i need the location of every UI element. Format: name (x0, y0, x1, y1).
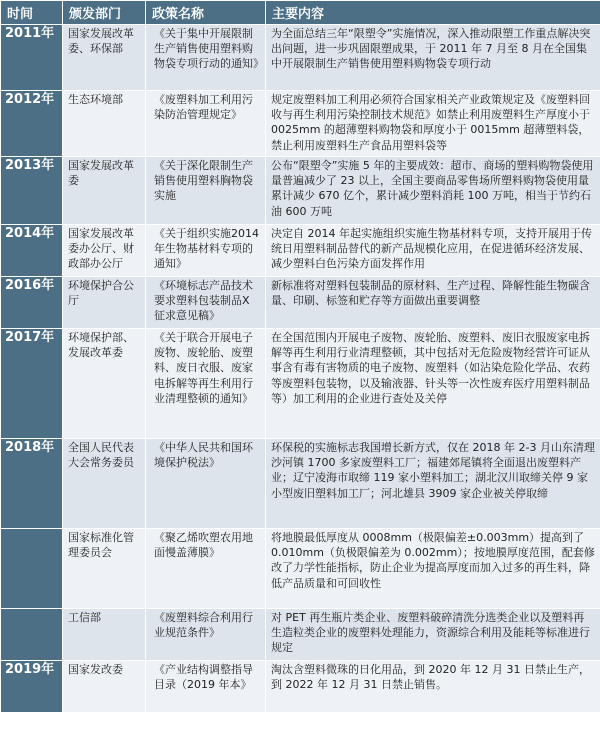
row-policy: 《中华人民共和国环境保护税法》 (146, 439, 266, 529)
table-row (1, 439, 600, 529)
row-year: 2019年 (1, 661, 63, 713)
header-content: 主要内容 (266, 1, 600, 25)
table-row (1, 529, 600, 609)
header-time: 时间 (1, 1, 63, 25)
row-content: 环保税的实施标志我国增长新方式，仅在 2018 年 2-3 月山东清理沙河镇 1700 多家废塑料工厂；福建郊尾镇将全面退出废塑料产业；辽宁凌海市取缔 119 家小塑料加工；湖北汉川取缔关停 9 家小型废旧塑料加工厂；河北雄县 3909 家企业被关停取缔 (266, 439, 600, 529)
row-content: 淘汰含塑料微珠的日化用品，到 2020 年 12 月 31 日禁止生产，到 2022 年 12 月 31 日禁止销售。 (266, 661, 600, 713)
row-policy: 《关于深化限制生产销售使用塑料胸物袋实施 (146, 157, 266, 225)
row-dept: 国家发展改革委办公厅、财政部办公厅 (63, 225, 146, 277)
row-year: 2011年 (1, 25, 63, 91)
table-header-row (1, 1, 600, 25)
row-dept: 国家发展改革委、环保部 (63, 25, 146, 91)
table-row (1, 25, 600, 91)
row-content: 新标准将对塑料包装制品的原材料、生产过程、降解性能生物碳含量、印刷、标签和贮存等方面做出重要调整 (266, 277, 600, 329)
table-row (1, 277, 600, 329)
row-policy: 《聚乙烯吹塑农用地面慢盖薄膜》 (146, 529, 266, 609)
row-year: 2017年 (1, 329, 63, 439)
row-content: 公布“限塑令”实施 5 年的主要成效：超市、商场的塑料购物袋使用量普遍减少了 23 以上，全国主要商品零售场所塑料购物袋使用量累计减少 670 亿个，累计减少塑料消耗 100 万吨，相当于节约石油 600 万吨 (266, 157, 600, 225)
row-policy: 《关于集中开展限制生产销售使用塑料购物袋专项行动的通知》 (146, 25, 266, 91)
row-dept: 国家发改委 (63, 661, 146, 713)
row-policy: 《废塑料加工利用污染防治管理规定》 (146, 91, 266, 157)
row-policy: 《环境标志产品技术要求塑料包装制品X征求意见稿》 (146, 277, 266, 329)
row-policy: 《产业结构调整指导目录（2019 年本》 (146, 661, 266, 713)
table-row (1, 329, 600, 439)
header-policy: 政策名称 (146, 1, 266, 25)
row-content: 在全国范围内开展电子废物、废轮胎、废塑料、废旧衣服废家电拆解等再生利用行业清理整顿，其中包括对无危险废物经营许可证从事含有毒有害物质的电子废物、废塑料（如沾染危险化学品、农药等废塑料包装物，以及输液器、针头等一次性废弃医疗用塑料制品等）加工利用的企业进行查处及关停 (266, 329, 600, 439)
table-row (1, 609, 600, 661)
row-year (1, 529, 63, 609)
row-year: 2016年 (1, 277, 63, 329)
table-row (1, 225, 600, 277)
table-row (1, 157, 600, 225)
row-content: 规定废塑料加工利用必须符合国家相关产业政策规定及《废塑料回收与再生利用污染控制技术规范》如禁止利用废塑料生产厚度小于 0025mm 的超薄塑料购物袋和厚度小于 0015mm 超薄塑料袋，禁止利用废塑料生产食品用塑料袋等 (266, 91, 600, 157)
row-content: 对 PET 再生瓶片类企业、废塑料破碎清洗分选类企业以及塑料再生造粒类企业的废塑料处理能力，资源综合利用及能耗等标准进行规定 (266, 609, 600, 661)
row-dept: 国家标准化管理委员会 (63, 529, 146, 609)
row-policy: 《关于组织实施2014年生物基材料专项的通知》 (146, 225, 266, 277)
header-dept: 颁发部门 (63, 1, 146, 25)
row-dept: 工信部 (63, 609, 146, 661)
row-dept: 环境保护部、发展改革委 (63, 329, 146, 439)
row-year: 2018年 (1, 439, 63, 529)
row-dept: 国家发展改革委 (63, 157, 146, 225)
row-year: 2014年 (1, 225, 63, 277)
row-content: 将地膜最低厚度从 0008mm（极限偏差±0.003mm）提高到了 0.010mm（负极限偏差为 0.002mm）；按地膜厚度范围，配套修改了力学性能指标，防止企业为提高厚度而加入过多的再生料，降低产品质量和可回收性 (266, 529, 600, 609)
row-year: 2012年 (1, 91, 63, 157)
row-content: 为全面总结三年“限塑令”实施情况，深入推动限塑工作重点解决突出问题，进一步巩固限塑成果，于 2011 年 7 月至 8 月在全国集中开展限制生产销售使用塑料购物袋专项行动 (266, 25, 600, 91)
row-policy: 《关于联合开展电子废物、废轮胎、废塑料、废日衣服、废家电拆解等再生利用行业清理整顿的通知》 (146, 329, 266, 439)
table-row (1, 661, 600, 713)
row-content: 决定自 2014 年起实施组织实施生物基材料专项，支持开展用于传统日用塑料制品替代的新产品规模化应用，在促进循环经济发展、减少塑料白色污染方面发挥作用 (266, 225, 600, 277)
row-dept: 全国人民代表大会常务委员 (63, 439, 146, 529)
row-dept: 环境保护合公厅 (63, 277, 146, 329)
row-dept: 生态环境部 (63, 91, 146, 157)
row-year: 2013年 (1, 157, 63, 225)
row-year (1, 609, 63, 661)
row-policy: 《废塑料综合利用行业规范条件》 (146, 609, 266, 661)
table-row (1, 91, 600, 157)
